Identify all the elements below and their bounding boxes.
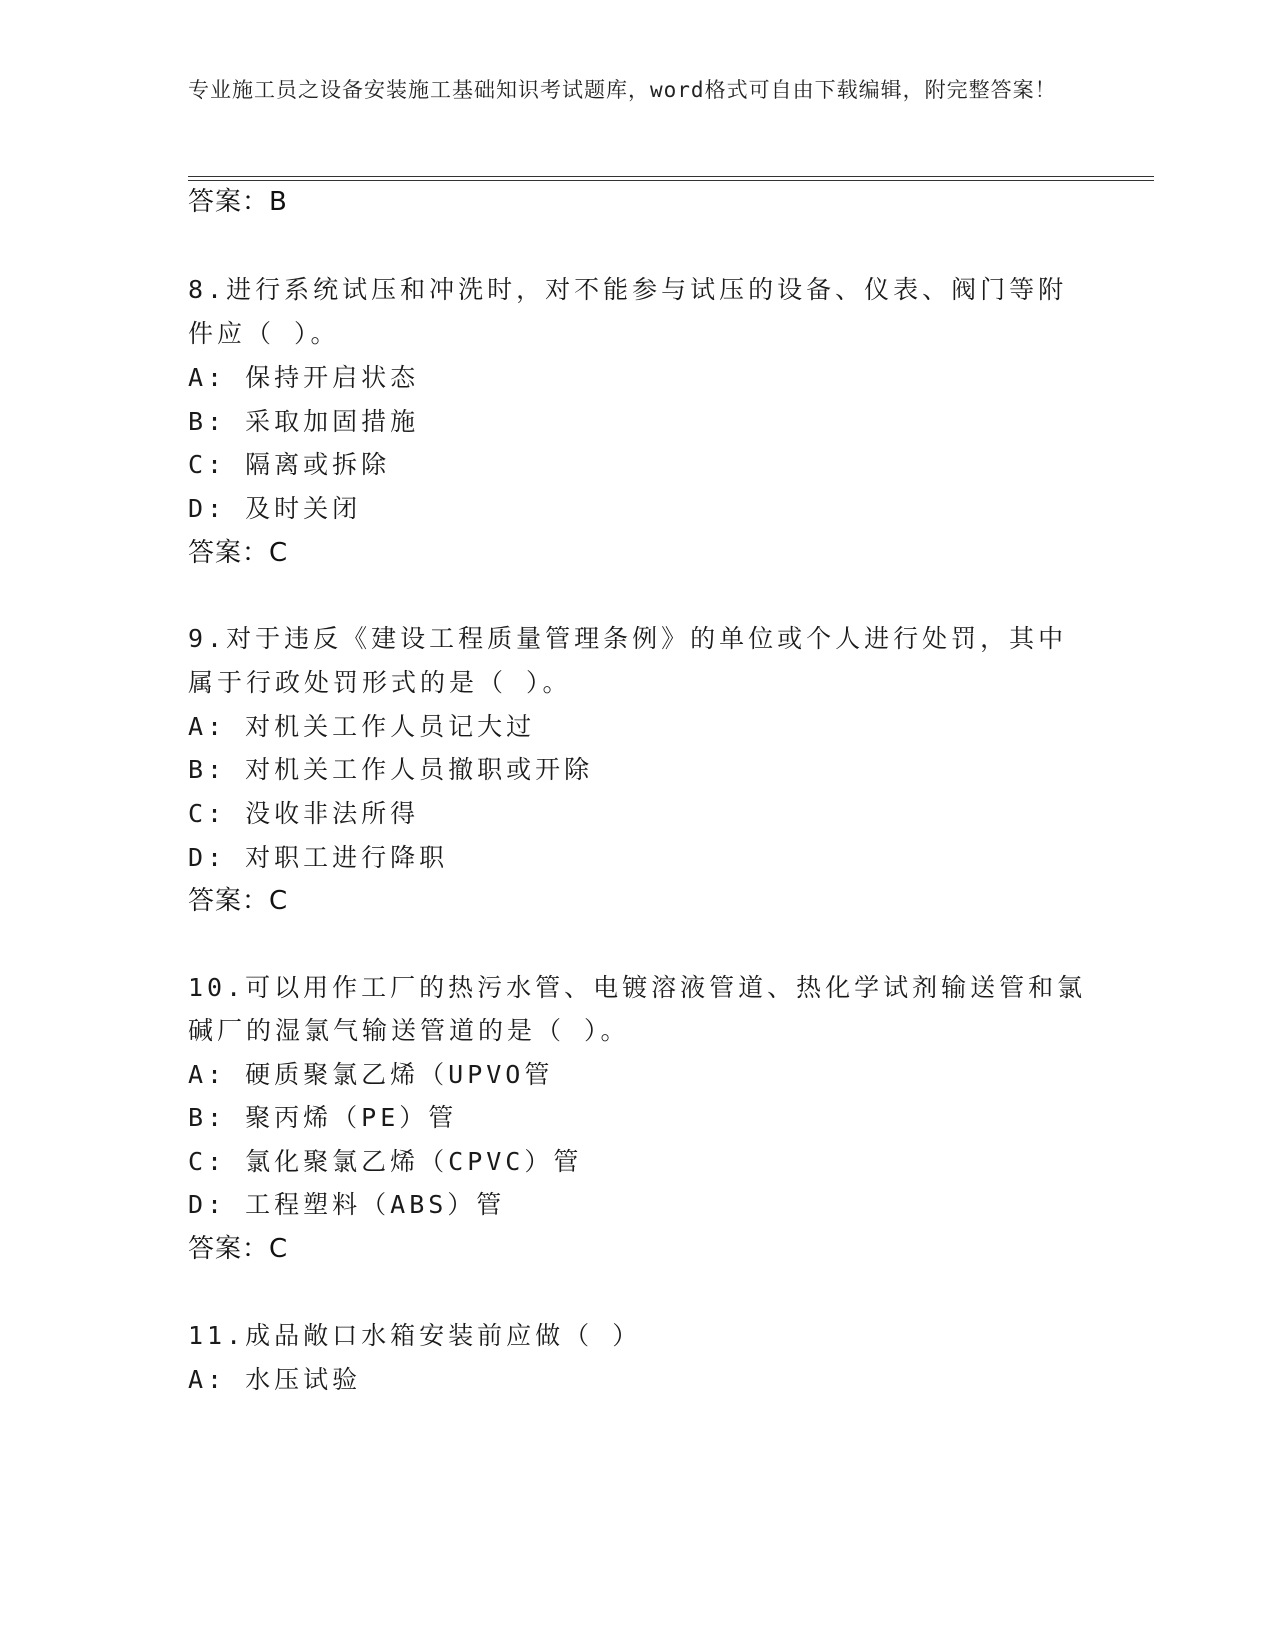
question-10-option-b: B: 聚丙烯（PE）管	[188, 1103, 458, 1132]
question-10-option-c: C: 氯化聚氯乙烯（CPVC）管	[188, 1147, 583, 1176]
question-10-stem-line2: 碱厂的湿氯气输送管道的是（ ）。	[188, 1016, 630, 1045]
question-10-option-a: A: 硬质聚氯乙烯（UPVO管	[188, 1060, 554, 1089]
question-10-stem-line1: 10.可以用作工厂的热污水管、电镀溶液管道、热化学试剂输送管和氯	[188, 973, 1087, 1002]
question-8-option-d: D: 及时关闭	[188, 494, 362, 523]
question-9-answer: 答案：C	[188, 886, 289, 916]
question-8-stem-line2: 件应（ ）。	[188, 319, 340, 348]
question-9-option-d: D: 对职工进行降职	[188, 843, 449, 872]
question-8-answer: 答案：C	[188, 538, 289, 568]
question-9-option-c: C: 没收非法所得	[188, 799, 420, 828]
question-8-option-c: C: 隔离或拆除	[188, 450, 391, 479]
header-divider	[188, 176, 1154, 181]
question-8-option-b: B: 采取加固措施	[188, 407, 420, 436]
question-11-stem-line1: 11.成品敞口水箱安装前应做（ ）	[188, 1321, 642, 1350]
question-9-stem-line1: 9.对于违反《建设工程质量管理条例》的单位或个人进行处罚，其中	[188, 624, 1068, 653]
question-9-option-b: B: 对机关工作人员撤职或开除	[188, 755, 594, 784]
question-9-option-a: A: 对机关工作人员记大过	[188, 712, 536, 741]
question-10-answer: 答案：C	[188, 1234, 289, 1264]
question-8-option-a: A: 保持开启状态	[188, 363, 420, 392]
question-11-option-a: A: 水压试验	[188, 1365, 362, 1394]
question-10-option-d: D: 工程塑料（ABS）管	[188, 1190, 506, 1219]
document-header: 专业施工员之设备安装施工基础知识考试题库，word格式可自由下载编辑，附完整答案！	[188, 78, 1057, 102]
question-9-stem-line2: 属于行政处罚形式的是（ ）。	[188, 668, 572, 697]
question-8-stem-line1: 8.进行系统试压和冲洗时，对不能参与试压的设备、仪表、阀门等附	[188, 275, 1068, 304]
answer-previous: 答案：B	[188, 187, 288, 217]
